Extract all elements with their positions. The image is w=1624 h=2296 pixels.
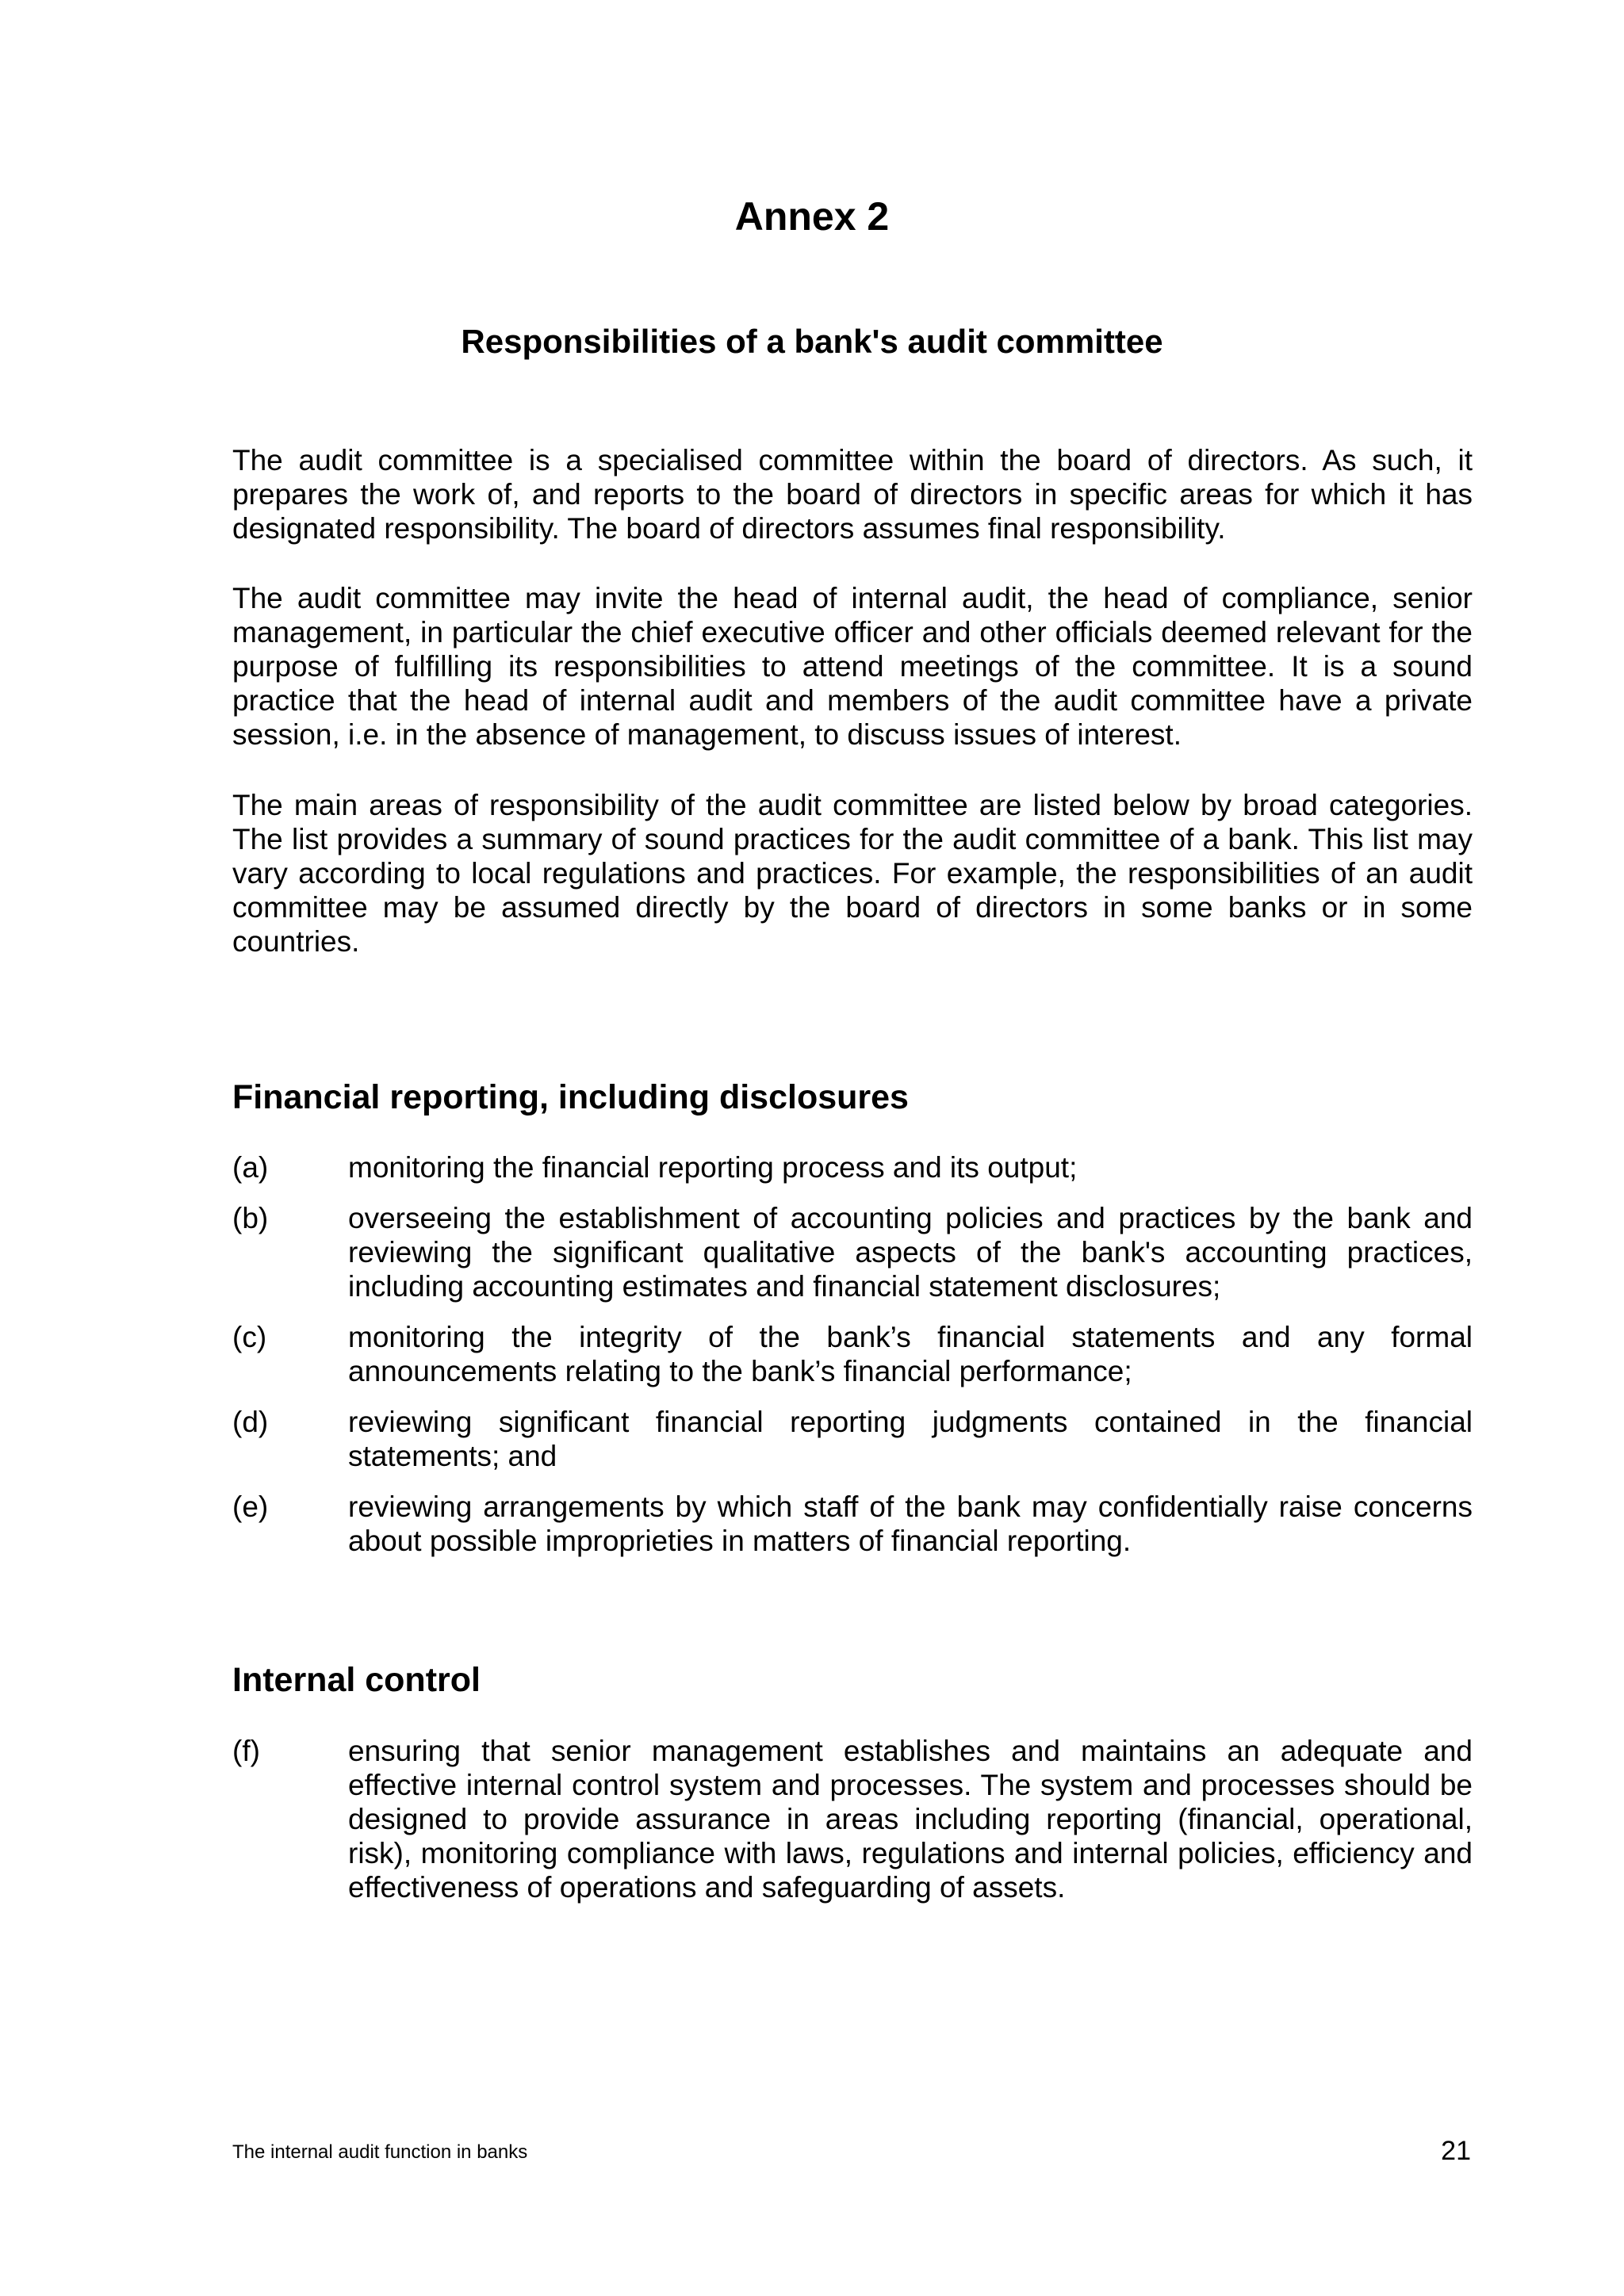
list-item <box>232 1150 1473 1184</box>
item-text: monitoring the integrity of the bank’s financial statements and any formal announcements relating to the bank’s financial performance; <box>348 1321 1473 1387</box>
document-title: Responsibilities of a bank's audit committee <box>461 323 1163 360</box>
section-heading-internal-control: Internal control <box>232 1661 481 1699</box>
item-marker: (a) <box>232 1151 269 1184</box>
intro-paragraph-1: The audit committee is a specialised committee within the board of directors. As such, it prepares the work of, and reports to the board of directors in specific areas for which it has designated responsibility. The board of directors assumes final responsibility. <box>232 444 1473 545</box>
list-item <box>232 1201 1473 1303</box>
footer-page-number: 21 <box>1441 2136 1471 2166</box>
footer-running-title: The internal audit function in banks <box>232 2141 528 2163</box>
item-marker: (c) <box>232 1321 267 1353</box>
list-item <box>232 1734 1473 1904</box>
item-marker: (b) <box>232 1202 269 1234</box>
item-text: overseeing the establishment of accounting policies and practices by the bank and reviewing the significant qualitative aspects of the bank's accounting practices, including accounting estimates and financial statement disclosures; <box>348 1202 1473 1303</box>
intro-paragraph-3: The main areas of responsibility of the audit committee are listed below by broad categories. The list provides a summary of sound practices for the audit committee of a bank. This list may vary according to local regulations and practices. For example, the responsibilities of an audit committee may be assumed directly by the board of directors in some banks or in some countries. <box>232 789 1473 958</box>
list-item <box>232 1490 1473 1558</box>
list-item <box>232 1405 1473 1473</box>
intro-paragraph-2: The audit committee may invite the head of internal audit, the head of compliance, senior management, in particular the chief executive officer and other officials deemed relevant for the purpose of fulfilling its responsibilities to attend meetings of the committee. It is a sound practice that the head of internal audit and members of the audit committee have a private session, i.e. in the absence of management, to discuss issues of interest. <box>232 582 1473 751</box>
internal-control-list <box>232 1734 1473 1921</box>
annex-title: Annex 2 <box>734 194 890 239</box>
item-marker: (d) <box>232 1406 269 1438</box>
item-marker: (e) <box>232 1490 269 1523</box>
item-text: reviewing significant financial reporting judgments contained in the financial statements; and <box>348 1406 1473 1472</box>
item-text: monitoring the financial reporting process and its output; <box>348 1151 1078 1184</box>
section-heading-financial-reporting: Financial reporting, including disclosures <box>232 1078 909 1116</box>
item-text: ensuring that senior management establishes and maintains an adequate and effective internal control system and processes. The system and processes should be designed to provide assurance in areas including reporting (financial, operational, risk), monitoring compliance with laws, regulations and internal policies, efficiency and effectiveness of operations and safeguarding of assets. <box>348 1735 1473 1904</box>
list-item <box>232 1320 1473 1388</box>
financial-reporting-list <box>232 1150 1473 1575</box>
item-marker: (f) <box>232 1735 260 1767</box>
item-text: reviewing arrangements by which staff of the bank may confidentially raise concerns about possible improprieties in matters of financial reporting. <box>348 1490 1473 1557</box>
